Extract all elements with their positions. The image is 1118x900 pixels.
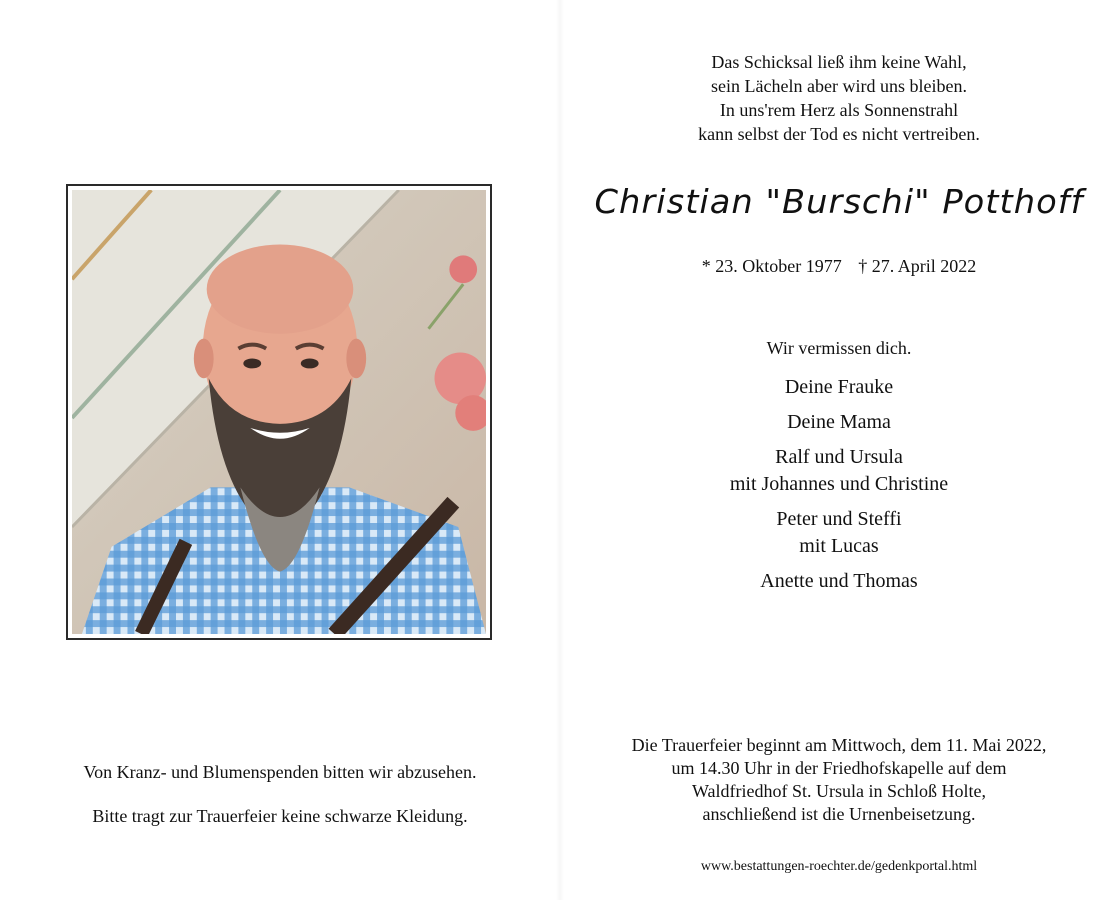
miss-message: Wir vermissen dich. <box>766 338 912 358</box>
family-member: Anette und Thomas <box>760 570 918 592</box>
birth-date: * 23. Oktober 1977 <box>701 256 842 276</box>
deceased-name: Christian "Burschi" Potthoff <box>594 182 1084 221</box>
clothing-note: Bitte tragt zur Trauerfeier keine schwarze Kleidung. <box>92 806 468 826</box>
family-member: Ralf und Ursula <box>775 446 903 468</box>
poem-line: kann selbst der Tod es nicht vertreiben. <box>698 124 980 144</box>
family-member: mit Johannes und Christine <box>729 473 949 495</box>
death-date: † 27. April 2022 <box>858 256 977 276</box>
family-member: Peter und Steffi <box>776 508 902 530</box>
memorial-portal-url: www.bestattungen-roechter.de/gedenkportal.html <box>700 859 978 874</box>
ceremony-line: Waldfriedhof St. Ursula in Schloß Holte, <box>691 781 986 801</box>
family-group <box>560 568 1118 595</box>
family-member: mit Lucas <box>799 535 879 557</box>
family-group <box>560 409 1118 436</box>
poem-line: In uns'rem Herz als Sonnenstrahl <box>719 100 959 120</box>
portrait-image <box>72 190 486 634</box>
family-member: Deine Mama <box>787 411 891 433</box>
memorial-poem <box>560 50 1118 146</box>
family-group <box>560 506 1118 560</box>
ceremony-info <box>560 734 1118 826</box>
right-page <box>560 0 1118 900</box>
poem-line: Das Schicksal ließ ihm keine Wahl, <box>711 52 967 72</box>
ceremony-line: anschließend ist die Urnenbeisetzung. <box>702 804 976 824</box>
ceremony-line: um 14.30 Uhr in der Friedhofskapelle auf dem <box>671 758 1007 778</box>
family-group <box>560 374 1118 401</box>
ceremony-line: Die Trauerfeier beginnt am Mittwoch, dem 11. Mai 2022, <box>631 735 1047 755</box>
family-member: Deine Frauke <box>784 376 894 398</box>
life-dates <box>560 256 1118 277</box>
family-group <box>560 444 1118 498</box>
flower-donation-note: Von Kranz- und Blumenspenden bitten wir abzusehen. <box>83 762 477 782</box>
family-list <box>560 374 1118 603</box>
portrait-photo <box>66 184 492 640</box>
poem-line: sein Lächeln aber wird uns bleiben. <box>711 76 967 96</box>
